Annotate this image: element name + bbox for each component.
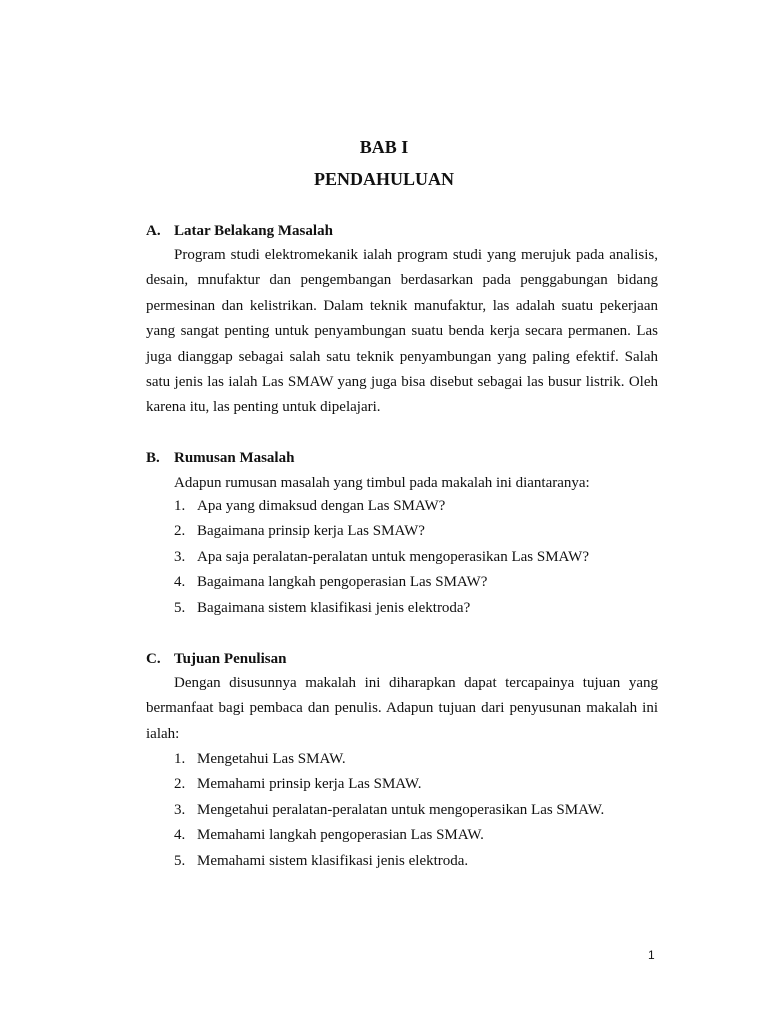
list-text: Mengetahui peralatan-peralatan untuk mengoperasikan Las SMAW. xyxy=(197,801,605,818)
section-b-intro: Adapun rumusan masalah yang timbul pada makalah ini diantaranya: xyxy=(174,475,590,491)
list-number: 2. xyxy=(174,523,186,540)
list-item xyxy=(174,849,604,874)
section-a-heading xyxy=(146,221,333,241)
section-title: Rumusan Masalah xyxy=(174,450,295,466)
list-text: Memahami sistem klasifikasi jenis elektroda. xyxy=(197,852,469,869)
list-text: Bagaimana prinsip kerja Las SMAW? xyxy=(197,523,425,540)
list-number: 4. xyxy=(174,827,186,844)
chapter-title: PENDAHULUAN xyxy=(313,169,454,189)
list-text: Memahami prinsip kerja Las SMAW. xyxy=(197,776,422,793)
list-text: Apa yang dimaksud dengan Las SMAW? xyxy=(197,498,446,514)
list-number: 5. xyxy=(174,852,186,869)
section-title: Tujuan Penulisan xyxy=(174,651,287,667)
list-item xyxy=(174,798,604,823)
list-text: Bagaimana sistem klasifikasi jenis elektroda? xyxy=(197,599,471,616)
section-c-paragraph: Dengan disusunnya makalah ini diharapkan dapat tercapainya tujuan yang bermanfaat bagi pembaca dan penulis. Adapun tujuan dari penyusunan makalah ini ialah: xyxy=(146,675,658,742)
problem-list xyxy=(174,494,589,621)
list-number: 5. xyxy=(174,599,186,616)
section-c-heading xyxy=(146,649,286,669)
list-number: 4. xyxy=(174,574,186,591)
objective-list xyxy=(174,747,604,874)
section-letter: C. xyxy=(146,651,161,667)
list-item xyxy=(174,545,589,570)
list-item xyxy=(174,494,589,519)
list-item xyxy=(174,519,589,544)
list-text: Bagaimana langkah pengoperasian Las SMAW? xyxy=(197,574,488,591)
section-title: Latar Belakang Masalah xyxy=(174,223,333,239)
list-number: 1. xyxy=(174,751,186,767)
list-text: Apa saja peralatan-peralatan untuk mengoperasikan Las SMAW? xyxy=(197,548,589,565)
list-number: 2. xyxy=(174,776,186,793)
list-number: 3. xyxy=(174,801,186,818)
list-number: 3. xyxy=(174,548,186,565)
section-b-heading xyxy=(146,448,294,468)
list-text: Mengetahui Las SMAW. xyxy=(197,751,346,767)
list-text: Memahami langkah pengoperasian Las SMAW. xyxy=(197,827,484,844)
list-item xyxy=(174,772,604,797)
section-letter: B. xyxy=(146,450,160,466)
list-item xyxy=(174,747,604,772)
page-number: 1 xyxy=(648,948,655,962)
list-number: 1. xyxy=(174,498,186,514)
section-a-paragraph: Program studi elektromekanik ialah program studi yang merujuk pada analisis, desain, mnufaktur dan pengembangan berdasarkan pada penggabungan bidang permesinan dan kelistrikan. Dalam teknik manufaktur, las adalah suatu pekerjaan yang sangat penting untuk penyambungan suatu benda kerja secara permanen. Las juga dianggap sebagai salah satu teknik penyambungan yang paling efektif. Salah satu jenis las ialah Las SMAW yang juga bisa disebut sebagai las busur listrik. Oleh karena itu, las penting untuk dipelajari. xyxy=(146,247,658,416)
section-letter: A. xyxy=(146,223,161,239)
list-item xyxy=(174,570,589,595)
chapter-number: BAB I xyxy=(359,137,409,157)
list-item xyxy=(174,596,589,621)
list-item xyxy=(174,823,604,848)
